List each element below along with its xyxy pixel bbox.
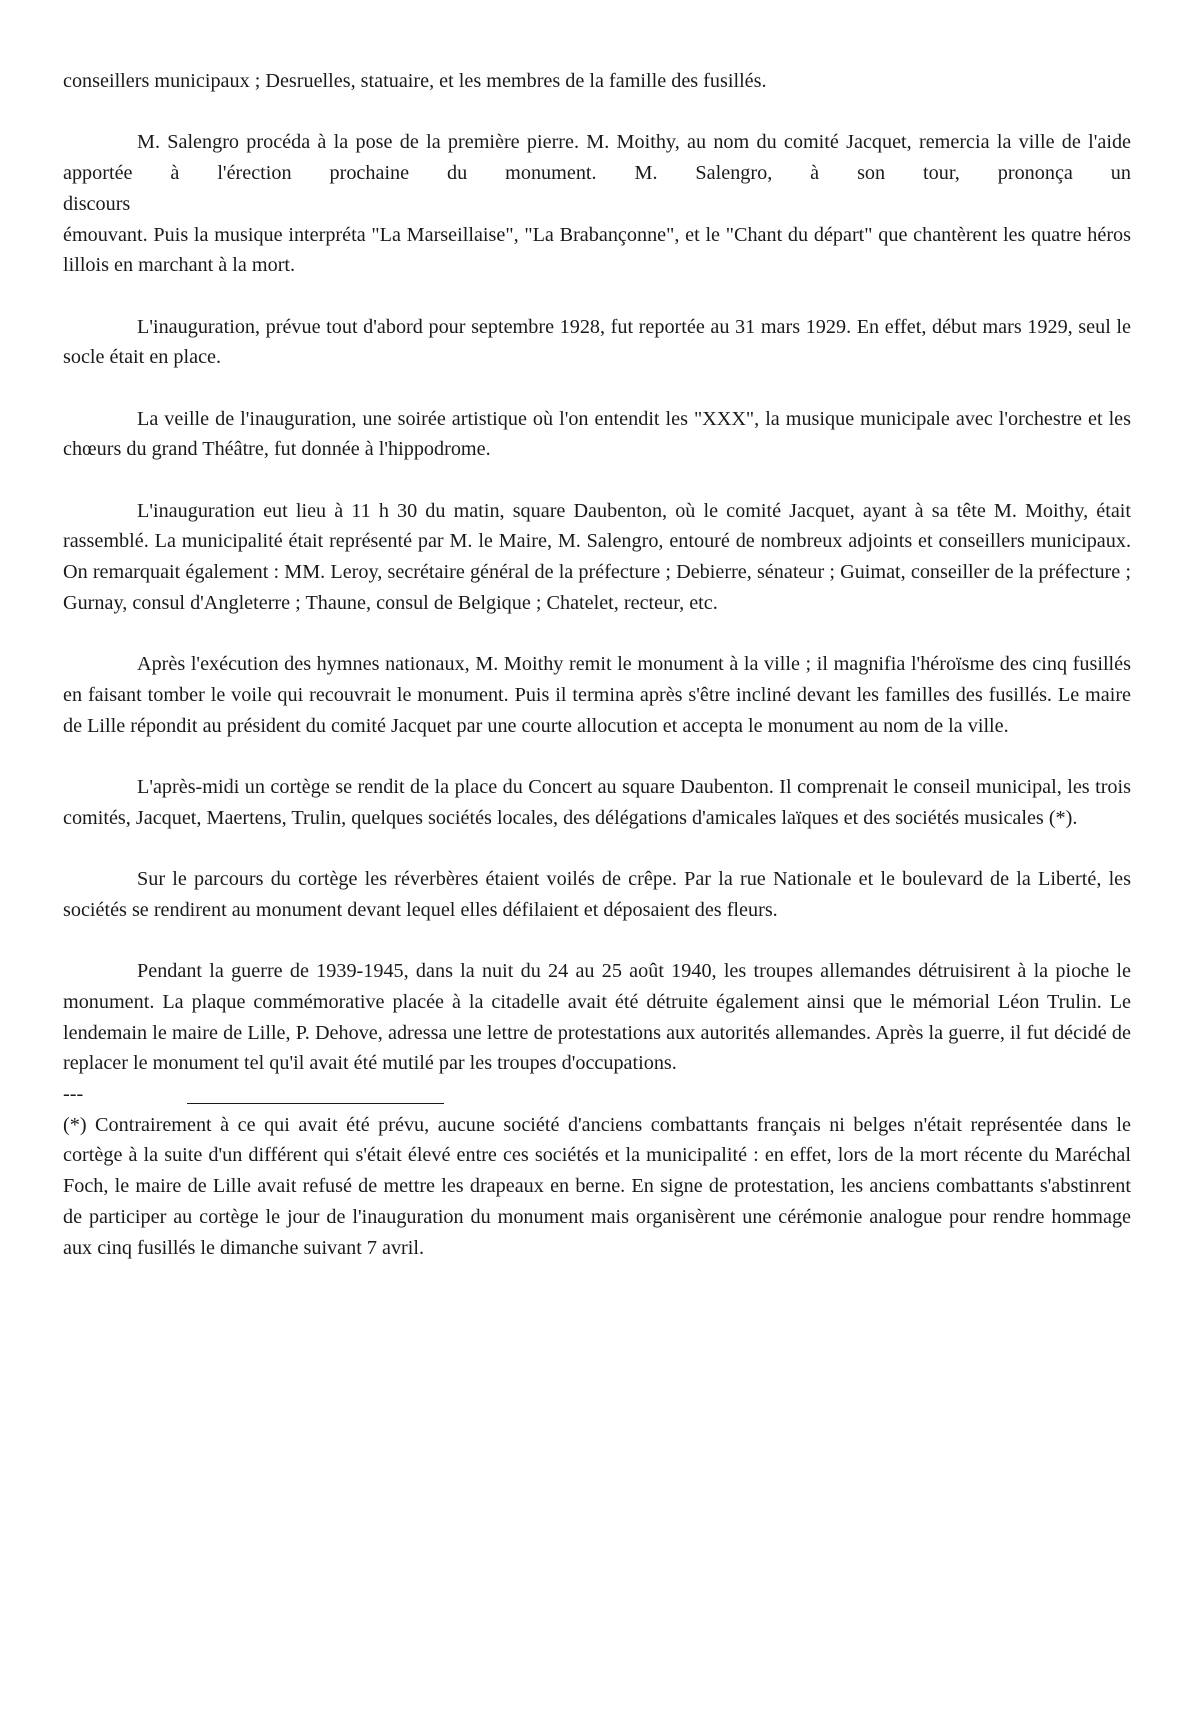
separator-dashes: --- [63,1083,84,1106]
footnote-separator [63,1079,1131,1110]
paragraph-first-stone-line3: émouvant. Puis la musique interpréta "La Marseillaise", "La Brabançonne", et le "Chant du départ" que chantèrent les quatre héros lillois en marchant à la mort. [63,223,1131,277]
paragraph-wartime: Pendant la guerre de 1939-1945, dans la nuit du 24 au 25 août 1940, les troupes allemandes détruisirent à la pioche le monument. La plaque commémorative placée à la citadelle avait été détruite également ainsi que le mémorial Léon Trulin. Le lendemain le maire de Lille, P. Dehove, adressa une lettre de protestations aux autorités allemandes. Après la guerre, il fut décidé de replacer le monument tel qu'il avait été mutilé par les troupes d'occupations. [63,960,1131,1075]
paragraph-route: Sur le parcours du cortège les réverbères étaient voilés de crêpe. Par la rue Nationale et le boulevard de la Liberté, les sociétés se rendirent au monument devant lequel elles défilaient et déposaient des fleurs. [63,868,1131,921]
footnote-rule [187,1103,444,1104]
paragraph-first-stone-line1: M. Salengro procéda à la pose de la première pierre. M. Moithy, au nom du comité Jacquet, remercia la ville de l'aide apportée à l'érection prochaine du monument. M. Salengro, à son tour, prononça un [63,131,1131,185]
footnote: (*) Contrairement à ce qui avait été prévu, aucune société d'anciens combattants français ni belges n'était représentée dans le cortège à la suite d'un différent qui s'était élevé entre ces sociétés et la municipalité : en effet, lors de la mort récente du Maréchal Foch, le maire de Lille avait refusé de mettre les drapeaux en berne. En signe de protestation, les anciens combattants s'abstinrent de participer au cortège le jour de l'inauguration du monument mais organisèrent une cérémonie analogue pour rendre hommage aux cinq fusillés le dimanche suivant 7 avril. [63,1113,1131,1259]
paragraph-cortege: L'après-midi un cortège se rendit de la place du Concert au square Daubenton. Il comprenait le conseil municipal, les trois comités, Jacquet, Maertens, Trulin, quelques sociétés locales, des délégations d'amicales laïques et des sociétés musicales (*). [63,776,1131,829]
paragraph-first-stone [63,127,1131,281]
paragraph-hymns: Après l'exécution des hymnes nationaux, M. Moithy remit le monument à la ville ; il magnifia l'héroïsme des cinq fusillés en faisant tomber le voile qui recouvrait le monument. Puis il termina après s'être incliné devant les familles des fusillés. Le maire de Lille répondit au président du comité Jacquet par une courte allocution et accepta le monument au nom de la ville. [63,653,1131,737]
paragraph-first-stone-line2: discours [63,192,131,215]
paragraph-eve-soiree: La veille de l'inauguration, une soirée artistique où l'on entendit les "XXX", la musique municipale avec l'orchestre et les chœurs du grand Théâtre, fut donnée à l'hippodrome. [63,407,1131,461]
paragraph-postponement: L'inauguration, prévue tout d'abord pour septembre 1928, fut reportée au 31 mars 1929. En effet, début mars 1929, seul le socle était en place. [63,315,1131,369]
paragraph-inauguration: L'inauguration eut lieu à 11 h 30 du matin, square Daubenton, où le comité Jacquet, ayant à sa tête M. Moithy, était rassemblé. La municipalité était représenté par M. le Maire, M. Salengro, entouré de nombreux adjoints et conseillers municipaux. On remarquait également : MM. Leroy, secrétaire général de la préfecture ; Debierre, sénateur ; Guimat, conseiller de la préfecture ; Gurnay, consul d'Angleterre ; Thaune, consul de Belgique ; Chatelet, recteur, etc. [63,499,1131,614]
document-page [63,66,1131,1263]
paragraph-intro: conseillers municipaux ; Desruelles, statuaire, et les membres de la famille des fusillés. [63,70,767,92]
